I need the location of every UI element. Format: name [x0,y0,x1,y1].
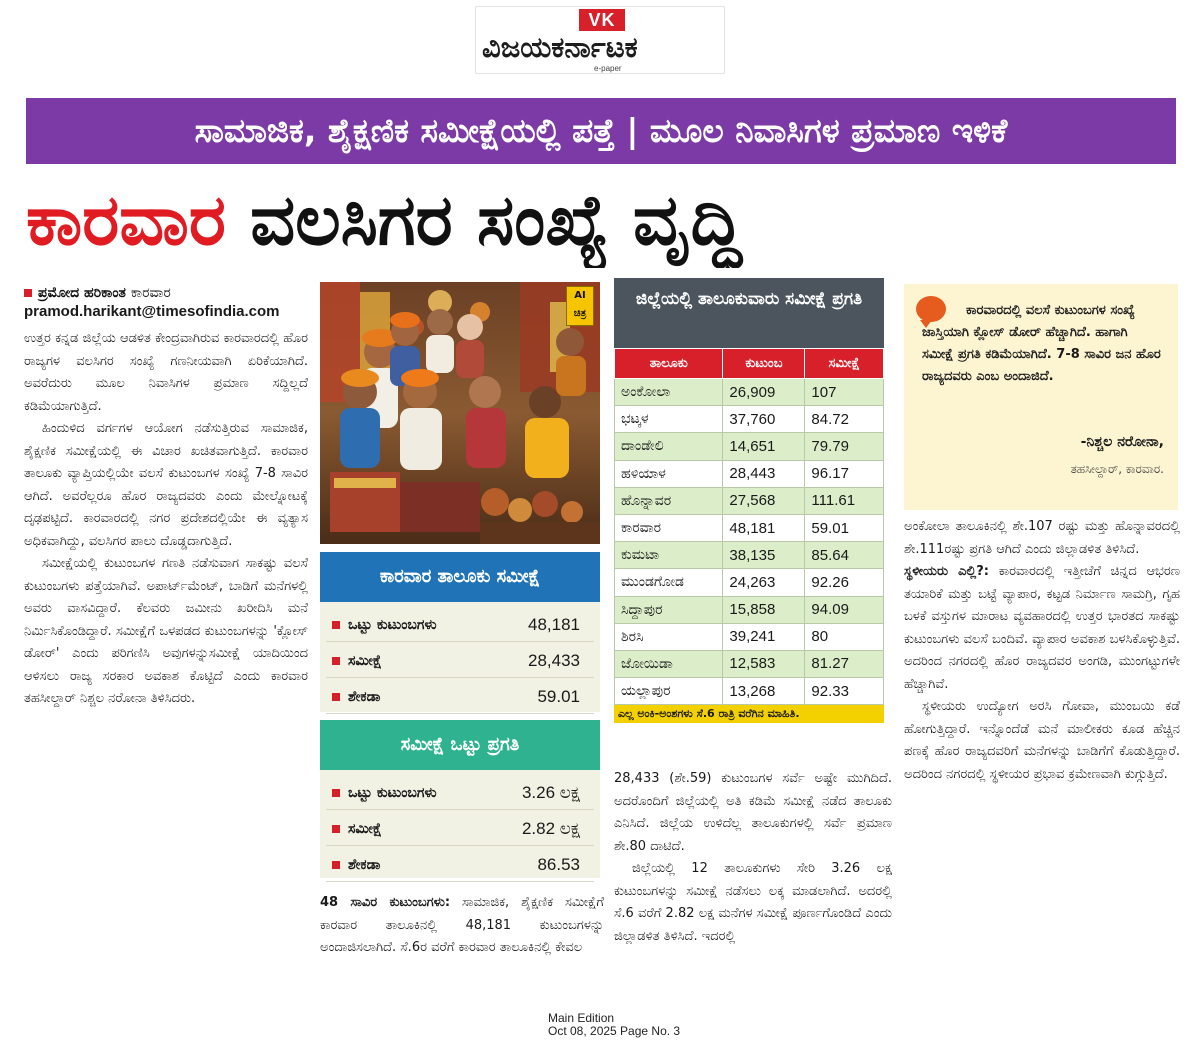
taluk-cell: ದಾಂಡೇಲಿ [615,433,723,460]
paragraph-text: ಸಾಮಾಜಿಕ, ಶೈಕ್ಷಣಿಕ ಸಮೀಕ್ಷೆಗೆ ಕಾರವಾರ ತಾಲೂಕಿನಲ್ಲಿ 48,181 ಕುಟುಂಬಗಳನ್ನು ಅಂದಾಜಿಸಲಾಗಿದೆ. ಸೆ.6ರ ವರೆಗೆ ಕಾರವಾರ ತಾಲೂಕಿನಲ್ಲಿ ಕೇವಲ [320,895,604,955]
stat-label: ಶೇಕಡಾ [348,857,381,873]
paragraph: ಸಮೀಕ್ಷೆಯಲ್ಲಿ ಕುಟುಂಬಗಳ ಗಣತಿ ನಡೆಸುವಾಗ ಸಾಕಷ್ಟು ವಲಸೆ ಕುಟುಂಬಗಳು ಪತ್ತೆಯಾಗಿವೆ. ಅಪಾರ್ಟ್‌ಮೆಂಟ್, ಬಾಡಿಗೆ ಮನೆಗಳಲ್ಲಿ ಅವರು ವಾಸವಿದ್ದಾರೆ. ಕೆಲವರು ಜಮೀನು ಖರೀದಿಸಿ ಮನೆ ನಿರ್ಮಿಸಿಕೊಂಡಿದ್ದಾರೆ. ಸಮೀಕ್ಷೆಗೆ ಒಳಪಡದ ಕುಟುಂಬಗಳನ್ನು 'ಕ್ಲೋಸ್ ಡೋರ್' ಎಂದು ಪರಿಗಣಿಸಿ ಅವುಗಳನ್ನುಸಮೀಕ್ಷೆ ಯಾದಿಯಿಂದ ಆಳಿಸಲು ರಾಜ್ಯ ಸರಕಾರ ಅವಕಾಶ ಕೊಟ್ಟಿದೆ ಎಂದು ಕಾರವಾರ ತಹಸೀಲ್ದಾರ್ ನಿಶ್ಚಲ ನರೋನಾ ತಿಳಿಸಿದರು. [24,556,308,706]
bullet-square-icon [332,621,340,629]
stat-label: ಸಮೀಕ್ಷೆ [348,821,382,837]
box-title: ಸಮೀಕ್ಷೆ ಒಟ್ಟು ಪ್ರಗತಿ [320,720,600,770]
article-body-col4 [904,516,1180,786]
families-cell: 28,443 [723,460,805,487]
table-row [615,379,884,406]
ai-badge-line1: AI [574,290,586,301]
vk-logo-badge: VK [579,9,625,31]
table-row [615,542,884,569]
taluk-cell: ಮುಂಡಗೋಡ [615,569,723,596]
survey-cell: 92.26 [805,569,884,596]
paragraph: 28,433 (ಶೇ.59) ಕುಟುಂಬಗಳ ಸರ್ವೆ ಅಷ್ಟೇ ಮುಗಿದಿದೆ. ಅದರೊಂದಿಗೆ ಜಿಲ್ಲೆಯಲ್ಲಿ ಅತಿ ಕಡಿಮೆ ಸಮೀಕ್ಷೆ ನಡೆದ ತಾಲೂಕು ಎನಿಸಿದೆ. ಜಿಲ್ಲೆಯ ಉಳಿದೆಲ್ಲ ತಾಲೂಕುಗಳಲ್ಲಿ ಸರ್ವೆ ಪ್ರಮಾಣ ಶೇ.80 ದಾಟಿದೆ. [614,771,892,854]
survey-cell: 107 [805,379,884,406]
total-survey-progress-box [320,720,600,878]
survey-cell: 94.09 [805,596,884,623]
author-email[interactable]: pramod.harikant@timesofindia.com [24,303,280,320]
table-footnote: ಎಲ್ಲ ಅಂಕಿ-ಅಂಶಗಳು ಸೆ.6 ರಾತ್ರಿ ವರೆಗಿನ ಮಾಹಿತಿ. [614,705,884,723]
families-cell: 24,263 [723,569,805,596]
stat-row [326,608,594,642]
taluk-cell: ಯಲ್ಲಾಪುರ [615,678,723,705]
karwar-taluk-survey-box [320,552,600,712]
brand-part-1: ವಿಜಯ [482,30,552,64]
dateline-place: ಕಾರವಾರ [130,285,171,301]
headline-red: ಕಾರವಾರ [26,179,226,261]
families-cell: 48,181 [723,514,805,541]
taluk-survey-table [614,348,884,705]
families-cell: 39,241 [723,623,805,650]
table-row [615,569,884,596]
subhead-lead: 48 ಸಾವಿರ ಕುಟುಂಬಗಳು: [320,895,451,910]
survey-cell: 81.27 [805,650,884,677]
paragraph: ಹಿಂದುಳಿದ ವರ್ಗಗಳ ಆಯೋಗ ನಡೆಸುತ್ತಿರುವ ಸಾಮಾಜಿಕ, ಶೈಕ್ಷಣಿಕ ಸಮೀಕ್ಷೆಯಲ್ಲಿ ಈ ವಿಚಾರ ಖಚಿತವಾಗುತ್ತಿದೆ. ಕಾರವಾರ ತಾಲೂಕು ವ್ಯಾಪ್ತಿಯಲ್ಲಿಯೇ ವಲಸೆ ಕುಟುಂಬಗಳ ಸಂಖ್ಯೆ 7-8 ಸಾವಿರ ಆಗಿದೆ. ಅವರೆಲ್ಲರೂ ಹೊರ ರಾಜ್ಯದವರು ಎಂದು ಮೇಲ್ನೋಟಕ್ಕೆ ದೃಢಪಟ್ಟಿದೆ. ಕಾರವಾರದಲ್ಲಿ ನಗರ ಪ್ರದೇಶದಲ್ಲಿಯೇ ಈ ವ್ಯತ್ಯಾಸ ಅಧಿಕವಾಗಿದ್ದು, ವಲಸಿಗರ ಪಾಲು ದೊಡ್ಡದಾಗುತ್ತಿದೆ. [24,421,308,549]
taluk-cell: ಹೊನ್ನಾವರ [615,487,723,514]
article-body-col1 [24,328,308,711]
epaper-label: e-paper [594,64,622,73]
box-title: ಕಾರವಾರ ತಾಲೂಕು ಸಮೀಕ್ಷೆ [320,552,600,602]
article-body-col2 [320,892,604,960]
families-cell: 15,858 [723,596,805,623]
taluk-cell: ಶಿರಸಿ [615,623,723,650]
taluk-survey-table-block [614,278,884,723]
stat-value: 48,181 [528,615,580,634]
table-row [615,623,884,650]
subhead-lead: ಸ್ಥಳೀಯರು ಎಲ್ಲಿ?: [904,564,989,579]
table-title: ಜಿಲ್ಲೆಯಲ್ಲಿ ತಾಲೂಕುವಾರು ಸಮೀಕ್ಷೆ ಪ್ರಗತಿ [614,278,884,348]
taluk-cell: ಭಟ್ಕಳ [615,406,723,433]
paragraph [320,892,604,960]
table-row [615,650,884,677]
survey-cell: 96.17 [805,460,884,487]
stat-row [326,812,594,846]
taluk-cell: ಕುಮಟಾ [615,542,723,569]
survey-cell: 59.01 [805,514,884,541]
survey-cell: 111.61 [805,487,884,514]
stat-label: ಶೇಕಡಾ [348,689,381,705]
column-header: ಕುಟುಂಬ [723,349,805,379]
survey-cell: 84.72 [805,406,884,433]
taluk-cell: ಸಿದ್ದಾಪುರ [615,596,723,623]
stat-label: ಒಟ್ಟು ಕುಟುಂಬಗಳು [348,617,437,633]
survey-cell: 85.64 [805,542,884,569]
families-cell: 26,909 [723,379,805,406]
families-cell: 13,268 [723,678,805,705]
families-cell: 38,135 [723,542,805,569]
quote-text: ಕಾರವಾರದಲ್ಲಿ ವಲಸೆ ಕುಟುಂಬಗಳ ಸಂಖ್ಯೆ ಜಾಸ್ತಿಯಾಗಿ ಕ್ಲೋಸ್ ಡೋರ್ ಹೆಚ್ಚಾಗಿದೆ. ಹಾಗಾಗಿ ಸಮೀಕ್ಷೆ ಪ್ರಗತಿ ಕಡಿಮೆಯಾಗಿದೆ. 7-8 ಸಾವಿರ ಜನ ಹೊರ ರಾಜ್ಯದವರು ಎಂಬ ಅಂದಾಜಿದೆ. [922,303,1161,384]
survey-cell: 80 [805,623,884,650]
quote-speaker: -ನಿಶ್ಚಲ ನರೋನಾ, [1080,434,1164,450]
table-row [615,406,884,433]
ai-image-badge [566,286,594,326]
table-row [615,487,884,514]
survey-cell: 79.79 [805,433,884,460]
quote-box [904,284,1178,510]
bullet-square-icon [24,289,32,297]
taluk-cell: ಕಾರವಾರ [615,514,723,541]
bullet-square-icon [332,657,340,665]
families-cell: 12,583 [723,650,805,677]
market-scene-illustration [320,282,600,544]
families-cell: 37,760 [723,406,805,433]
table-row [615,460,884,487]
bullet-square-icon [332,825,340,833]
strap-banner: ಸಾಮಾಜಿಕ, ಶೈಕ್ಷಣಿಕ ಸಮೀಕ್ಷೆಯಲ್ಲಿ ಪತ್ತೆ | ಮೂಲ ನಿವಾಸಿಗಳ ಪ್ರಮಾಣ ಇಳಿಕೆ [26,98,1176,164]
brand-part-2: ಕರ್ನಾಟಕ [551,30,638,64]
stat-value: 2.82 ಲಕ್ಷ [521,819,580,838]
bullet-square-icon [332,861,340,869]
quote-speaker-role: ತಹಸೀಲ್ದಾರ್, ಕಾರವಾರ. [1070,462,1164,476]
stat-value: 28,433 [528,651,580,670]
stat-value: 3.26 ಲಕ್ಷ [521,783,580,802]
edition-label: Main Edition [548,1011,615,1025]
families-cell: 27,568 [723,487,805,514]
table-row [615,678,884,705]
stat-row [326,644,594,678]
byline [24,284,308,302]
column-1 [24,284,308,711]
ai-illustration [320,282,600,544]
bullet-square-icon [332,789,340,797]
stat-row [326,848,594,882]
table-row [615,514,884,541]
bullet-square-icon [332,693,340,701]
taluk-cell: ಅಂಕೋಲಾ [615,379,723,406]
taluk-cell: ಜೋಯಿಡಾ [615,650,723,677]
headline-black: ವಲಸಿಗರ ಸಂಖ್ಯೆ ವೃದ್ಧಿ [250,179,742,261]
paragraph: ಸ್ಥಳೀಯರು ಉದ್ಯೋಗ ಅರಸಿ ಗೋವಾ, ಮುಂಬಯಿ ಕಡೆ ಹೋಗುತ್ತಿದ್ದಾರೆ. ಇನ್ನೊಂದೆಡೆ ಮನೆ ಮಾಲೀಕರು ಕೂಡ ಹೆಚ್ಚಿನ ಪಣಕ್ಕೆ ಹೊರ ರಾಜ್ಯದವರಿಗೆ ಮನೆಗಳನ್ನು ಬಾಡಿಗೆಗೆ ಕೊಡುತ್ತಿದ್ದಾರೆ. ಅದರಿಂದ ನಗರದಲ್ಲಿ ಸ್ಥಳೀಯರ ಪ್ರಭಾವ ಕ್ರಮೇಣವಾಗಿ ಕುಗ್ಗುತ್ತಿದೆ. [904,699,1180,782]
table-row [615,433,884,460]
brand-title [482,29,720,65]
paragraph-text: ಕಾರವಾರದಲ್ಲಿ ಇತ್ತೀಚೆಗೆ ಚಿನ್ನದ ಆಭರಣ ತಯಾರಿಕೆ ಮತ್ತು ಬಟ್ಟೆ ವ್ಯಾಪಾರ, ಕಟ್ಟಡ ನಿರ್ಮಾಣ ಸಾಮಗ್ರಿ, ಗೃಹ ಬಳಕೆ ವಸ್ತುಗಳ ಮಾರಾಟ ವ್ಯವಹಾರದಲ್ಲಿ ಉತ್ತರ ಭಾರತದ ಸಾಕಷ್ಟು ಕುಟುಂಬಗಳು ವಲಸೆ ಬಂದಿವೆ. ವ್ಯಾಪಾರ ಅವಕಾಶ ಬಳಸಿಕೊಳ್ಳುತ್ತಿವೆ. ಅದರಿಂದ ನಗರದಲ್ಲಿ ಹೊರ ರಾಜ್ಯದವರ ಅಂಗಡಿ, ಮುಂಗಟ್ಟುಗಳೇ ಹೆಚ್ಚಾಗಿವೆ. [904,564,1180,692]
date-page-label: Oct 08, 2025 Page No. 3 [548,1024,681,1038]
table-header-row [615,349,884,379]
paragraph: ಅಂಕೋಲಾ ತಾಲೂಕಿನಲ್ಲಿ ಶೇ.107 ರಷ್ಟು ಮತ್ತು ಹೊನ್ನಾವರದಲ್ಲಿ ಶೇ.111ರಷ್ಟು ಪ್ರಗತಿ ಆಗಿದೆ ಎಂದು ಜಿಲ್ಲಾಡಳಿತ ತಿಳಿಸಿದೆ. [904,519,1180,557]
stat-row [326,680,594,714]
stat-value: 59.01 [537,687,580,706]
column-header: ತಾಲೂಕು [615,349,723,379]
ai-badge-line2: ಚಿತ್ರ [573,308,587,319]
survey-cell: 92.33 [805,678,884,705]
headline [26,172,1176,268]
paragraph: ಉತ್ತರ ಕನ್ನಡ ಜಿಲ್ಲೆಯ ಆಡಳಿತ ಕೇಂದ್ರವಾಗಿರುವ ಕಾರವಾರದಲ್ಲಿ ಹೊರ ರಾಜ್ಯಗಳ ವಲಸಿಗರ ಸಂಖ್ಯೆ ಗಣನೀಯವಾಗಿ ಏರಿಕೆಯಾಗಿದೆ. ಅವರೆದುರು ಮೂಲ ನಿವಾಸಿಗಳ ಪ್ರಮಾಣ ಸದ್ದಿಲ್ಲದೆ ಕಡಿಮೆಯಾಗುತ್ತಿದೆ. [24,331,308,414]
masthead [475,6,725,74]
stat-label: ಸಮೀಕ್ಷೆ [348,653,382,669]
taluk-cell: ಹಳಿಯಾಳ [615,460,723,487]
paragraph: ಜಿಲ್ಲೆಯಲ್ಲಿ 12 ತಾಲೂಕುಗಳು ಸೇರಿ 3.26 ಲಕ್ಷ ಕುಟುಂಬಗಳನ್ನು ಸಮೀಕ್ಷೆ ನಡೆಸಲು ಲಕ್ಕ ಮಾಡಲಾಗಿದೆ. ಅದರಲ್ಲಿ ಸೆ.6 ವರೆಗೆ 2.82 ಲಕ್ಷ ಮನೆಗಳ ಸಮೀಕ್ಷೆ ಪೂರ್ಣಗೊಂಡಿದೆ ಎಂದು ಜಿಲ್ಲಾಡಳಿತ ತಿಳಿಸಿದೆ. ಇದರಲ್ಲಿ [614,861,892,944]
author-name: ಪ್ರಮೋದ ಹರಿಕಾಂತ [38,285,126,301]
article-body-col3 [614,768,892,948]
table-row [615,596,884,623]
column-header: ಸಮೀಕ್ಷೆ [805,349,884,379]
stat-label: ಒಟ್ಟು ಕುಟುಂಬಗಳು [348,785,437,801]
families-cell: 14,651 [723,433,805,460]
stat-row [326,776,594,810]
paragraph [904,561,1180,696]
page-footer [548,1012,680,1038]
stat-value: 86.53 [537,855,580,874]
